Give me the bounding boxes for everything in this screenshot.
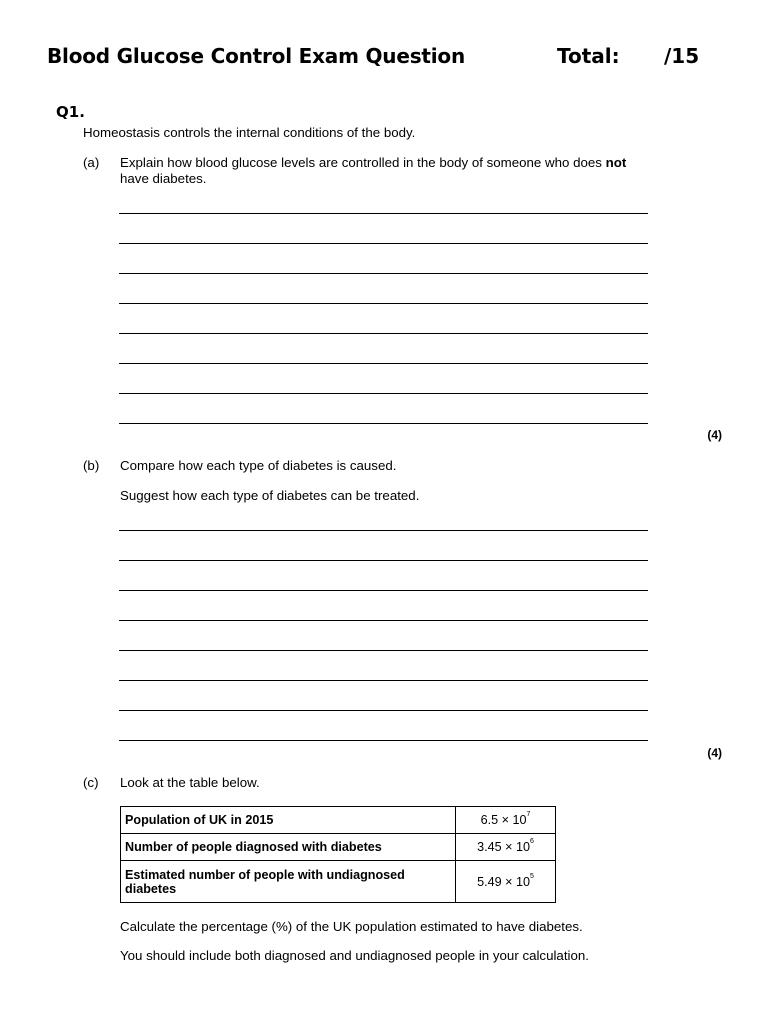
table-cell-value xyxy=(456,861,556,903)
answer-line-b-5[interactable] xyxy=(119,650,648,651)
part-a-text-bold: not xyxy=(605,155,627,170)
part-c-instruction-1: Calculate the percentage (%) of the UK population estimated to have diabetes. xyxy=(120,919,583,934)
part-c-instruction-2: You should include both diagnosed and undiagnosed people in your calculation. xyxy=(120,948,589,963)
value-exponent: 5 xyxy=(529,872,534,880)
part-c-label: (c) xyxy=(83,775,99,790)
answer-line-b-2[interactable] xyxy=(119,560,648,561)
part-a-label: (a) xyxy=(83,155,100,170)
question-number: Q1. xyxy=(56,103,85,121)
part-a-text-before: Explain how blood glucose levels are controlled in the body of someone who does xyxy=(120,155,602,170)
part-b-line1: Compare how each type of diabetes is caused. xyxy=(120,458,397,473)
question-intro: Homeostasis controls the internal conditions of the body. xyxy=(83,125,416,140)
part-b-label: (b) xyxy=(83,458,100,473)
answer-line-a-2[interactable] xyxy=(119,243,648,244)
table-row xyxy=(121,861,556,903)
table-cell-value xyxy=(456,807,556,834)
value-mantissa: 6.5 × 10 xyxy=(480,813,527,827)
table-row xyxy=(121,807,556,834)
answer-line-b-6[interactable] xyxy=(119,680,648,681)
answer-line-b-7[interactable] xyxy=(119,710,648,711)
answer-line-b-1[interactable] xyxy=(119,530,648,531)
part-b-line2: Suggest how each type of diabetes can be treated. xyxy=(120,488,420,503)
page-title: Blood Glucose Control Exam Question xyxy=(47,44,466,68)
table-cell-value xyxy=(456,834,556,861)
answer-line-a-8[interactable] xyxy=(119,423,648,424)
part-a-marks: (4) xyxy=(707,428,722,442)
part-b-marks: (4) xyxy=(707,746,722,760)
total-label: Total: xyxy=(557,44,620,68)
answer-line-a-4[interactable] xyxy=(119,303,648,304)
answer-line-a-6[interactable] xyxy=(119,363,648,364)
value-mantissa: 3.45 × 10 xyxy=(477,840,530,854)
diabetes-data-table xyxy=(120,806,556,903)
answer-line-a-1[interactable] xyxy=(119,213,648,214)
answer-line-b-3[interactable] xyxy=(119,590,648,591)
answer-line-a-7[interactable] xyxy=(119,393,648,394)
table-row xyxy=(121,834,556,861)
answer-line-b-4[interactable] xyxy=(119,620,648,621)
value-mantissa: 5.49 × 10 xyxy=(477,874,530,889)
answer-line-a-5[interactable] xyxy=(119,333,648,334)
answer-line-b-8[interactable] xyxy=(119,740,648,741)
value-exponent: 6 xyxy=(529,838,534,845)
table-cell-label: Population of UK in 2015 xyxy=(121,807,456,834)
answer-line-a-3[interactable] xyxy=(119,273,648,274)
table-cell-label: Number of people diagnosed with diabetes xyxy=(121,834,456,861)
total-value: /15 xyxy=(664,44,700,68)
table-cell-label: Estimated number of people with undiagnosed diabetes xyxy=(121,861,456,903)
part-a-text-after: have diabetes. xyxy=(120,171,207,186)
part-c-intro: Look at the table below. xyxy=(120,775,260,790)
part-a-prompt xyxy=(120,155,680,187)
value-exponent: 7 xyxy=(526,811,531,818)
